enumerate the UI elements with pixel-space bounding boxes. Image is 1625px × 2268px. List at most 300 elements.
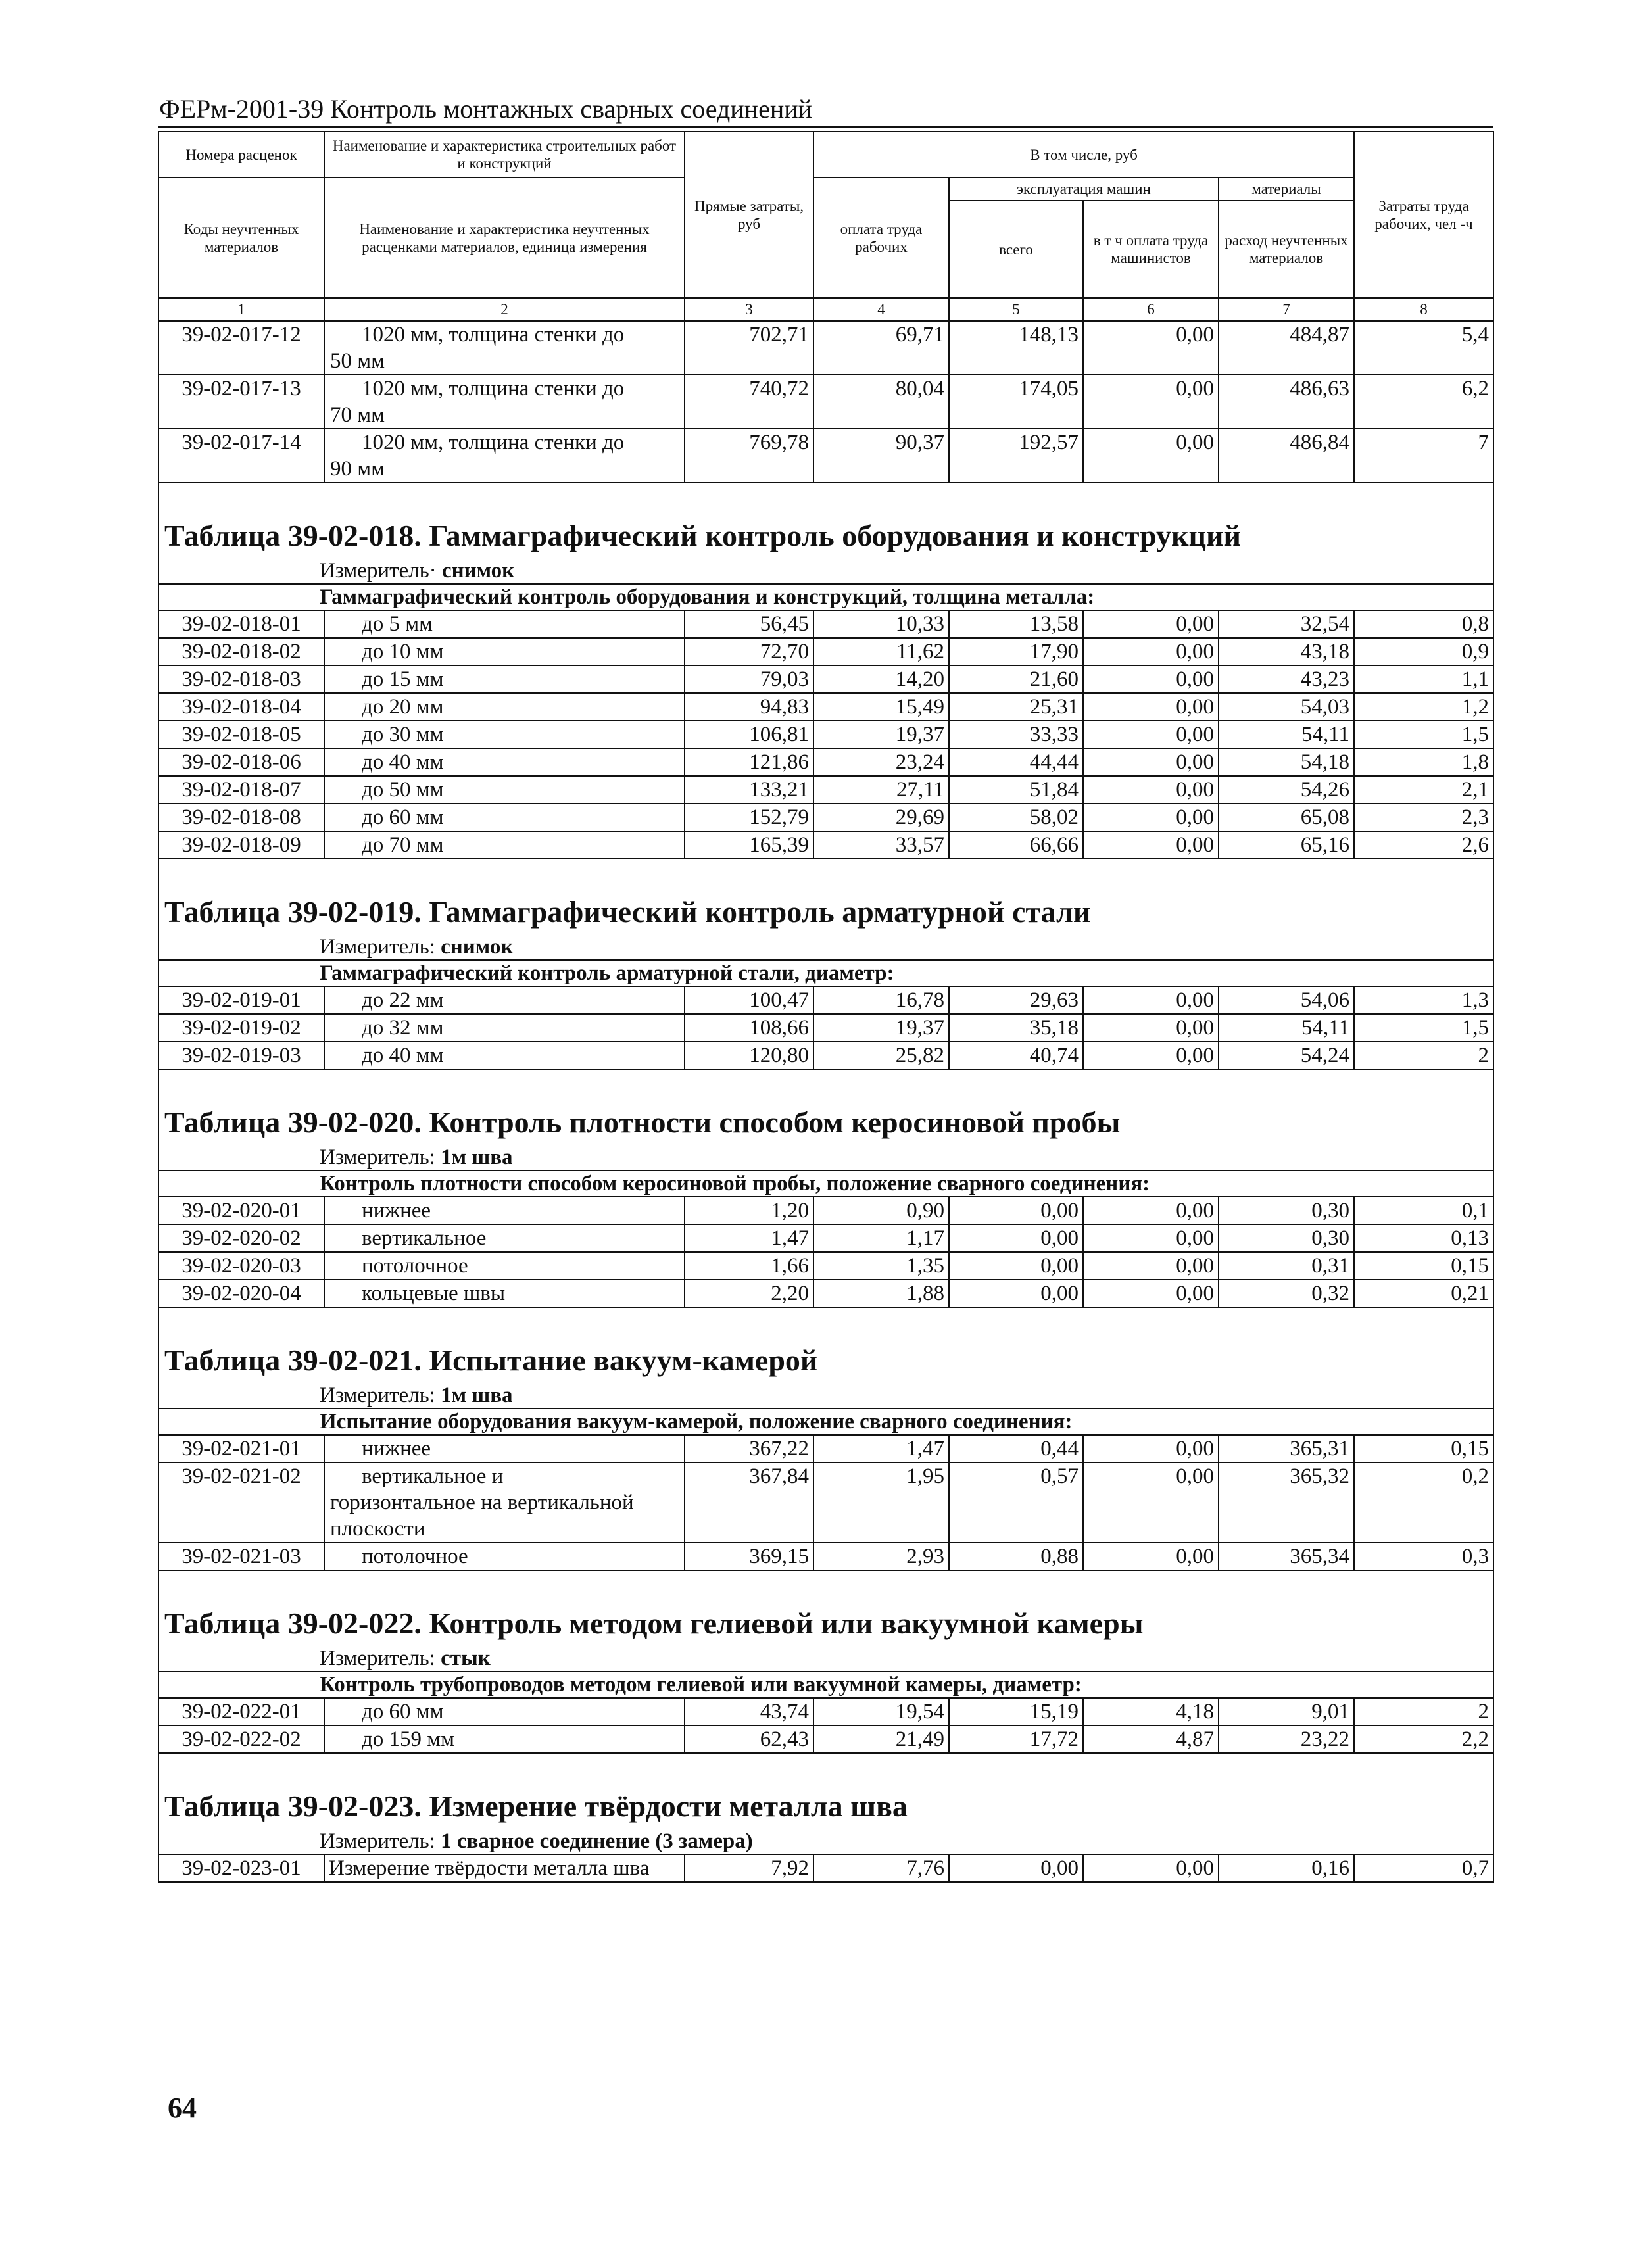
unit-cell — [158, 1646, 1493, 1672]
table-row — [158, 1014, 1493, 1042]
spacer-row — [158, 1753, 1493, 1784]
section-heading: Контроль трубопроводов методом гелиевой или вакуумной камеры, диаметр: — [158, 1672, 1493, 1698]
rate-name — [324, 1698, 685, 1725]
rate-code: 39-02-021-02 — [158, 1462, 324, 1543]
materials-cost: 0,31 — [1219, 1252, 1354, 1280]
machinist-pay: 0,00 — [1083, 1197, 1219, 1224]
machines-total: 35,18 — [949, 1014, 1083, 1042]
labor-hours: 0,8 — [1354, 610, 1493, 638]
rate-code: 39-02-018-07 — [158, 776, 324, 804]
machinist-pay: 0,00 — [1083, 1854, 1219, 1882]
machinist-pay: 0,00 — [1083, 804, 1219, 831]
spacer-cell — [158, 1069, 1493, 1100]
machinist-pay: 0,00 — [1083, 610, 1219, 638]
labor-pay: 15,49 — [813, 693, 949, 721]
rate-name-line: нижнее — [362, 1199, 431, 1222]
rate-name — [324, 429, 685, 483]
labor-pay: 0,90 — [813, 1197, 949, 1224]
rate-name-line: до 60 мм — [362, 806, 444, 829]
colnum: 5 — [949, 298, 1083, 321]
materials-cost: 65,16 — [1219, 831, 1354, 859]
rate-code: 39-02-017-14 — [158, 429, 324, 483]
rate-name — [324, 721, 685, 748]
direct-cost: 165,39 — [685, 831, 813, 859]
machinist-pay: 0,00 — [1083, 321, 1219, 375]
materials-cost: 486,84 — [1219, 429, 1354, 483]
rate-name — [324, 986, 685, 1014]
section-heading: Контроль плотности способом керосиновой пробы, положение сварного соединения: — [158, 1170, 1493, 1197]
section-row — [158, 1672, 1493, 1698]
labor-hours: 0,3 — [1354, 1543, 1493, 1570]
rate-code: 39-02-018-08 — [158, 804, 324, 831]
labor-hours: 0,21 — [1354, 1280, 1493, 1307]
table-row — [158, 804, 1493, 831]
machinist-pay: 0,00 — [1083, 986, 1219, 1014]
rate-name — [324, 638, 685, 665]
rate-name-line: до 30 мм — [362, 723, 444, 746]
table-row — [158, 1854, 1493, 1882]
rate-code: 39-02-018-06 — [158, 748, 324, 776]
labor-hours: 2,1 — [1354, 776, 1493, 804]
direct-cost: 152,79 — [685, 804, 813, 831]
labor-pay: 1,17 — [813, 1224, 949, 1252]
machines-total: 17,72 — [949, 1725, 1083, 1753]
machines-total: 25,31 — [949, 693, 1083, 721]
section-row — [158, 1409, 1493, 1435]
colhead-mat-expense: расход неучтенных материалов — [1219, 201, 1354, 298]
rate-name — [324, 375, 685, 429]
unit-label: Измеритель: — [320, 1384, 441, 1407]
unit-cell — [158, 934, 1493, 960]
rate-name — [324, 1014, 685, 1042]
rate-code: 39-02-020-04 — [158, 1280, 324, 1307]
labor-hours: 1,5 — [1354, 1014, 1493, 1042]
machinist-pay: 0,00 — [1083, 1224, 1219, 1252]
rate-name-line: до 50 мм — [362, 778, 444, 802]
rate-name — [324, 1042, 685, 1069]
unit-label: Измеритель: — [320, 1829, 441, 1853]
materials-cost: 0,16 — [1219, 1854, 1354, 1882]
machinist-pay: 0,00 — [1083, 1042, 1219, 1069]
labor-hours: 0,2 — [1354, 1462, 1493, 1543]
machines-total: 192,57 — [949, 429, 1083, 483]
colnum: 2 — [324, 298, 685, 321]
table-title-row — [158, 1338, 1493, 1383]
direct-cost: 769,78 — [685, 429, 813, 483]
machines-total: 148,13 — [949, 321, 1083, 375]
materials-cost: 54,06 — [1219, 986, 1354, 1014]
rate-name — [324, 1224, 685, 1252]
rate-name-line: до 20 мм — [362, 695, 444, 719]
table-title: Таблица 39-02-022. Контроль методом гелиевой или вакуумной камеры — [158, 1601, 1493, 1646]
rate-code: 39-02-018-09 — [158, 831, 324, 859]
machinist-pay: 4,87 — [1083, 1725, 1219, 1753]
machines-total: 0,44 — [949, 1435, 1083, 1462]
colnum: 1 — [158, 298, 324, 321]
machines-total: 0,57 — [949, 1462, 1083, 1543]
direct-cost: 1,20 — [685, 1197, 813, 1224]
rate-code: 39-02-018-02 — [158, 638, 324, 665]
labor-pay: 11,62 — [813, 638, 949, 665]
machines-total: 44,44 — [949, 748, 1083, 776]
machinist-pay: 0,00 — [1083, 748, 1219, 776]
table-row — [158, 693, 1493, 721]
rate-name — [324, 1252, 685, 1280]
labor-pay: 29,69 — [813, 804, 949, 831]
table-row — [158, 831, 1493, 859]
direct-cost: 43,74 — [685, 1698, 813, 1725]
rate-name-line: 50 мм — [330, 349, 385, 373]
machines-total: 0,00 — [949, 1224, 1083, 1252]
colhead-mach-labor: в т ч оплата труда машинистов — [1083, 201, 1219, 298]
materials-cost: 23,22 — [1219, 1725, 1354, 1753]
labor-pay: 2,93 — [813, 1543, 949, 1570]
rates-table — [158, 131, 1494, 1883]
colnum: 6 — [1083, 298, 1219, 321]
rate-name — [324, 321, 685, 375]
rate-name-line: 90 мм — [330, 457, 385, 481]
labor-pay: 19,37 — [813, 721, 949, 748]
rate-name-line: до 22 мм — [362, 988, 444, 1012]
materials-cost: 484,87 — [1219, 321, 1354, 375]
labor-pay: 1,35 — [813, 1252, 949, 1280]
spacer-cell — [158, 1307, 1493, 1338]
rate-name-line: до 70 мм — [362, 833, 444, 857]
machines-total: 13,58 — [949, 610, 1083, 638]
direct-cost: 7,92 — [685, 1854, 813, 1882]
rate-name — [324, 693, 685, 721]
labor-pay: 16,78 — [813, 986, 949, 1014]
direct-cost: 740,72 — [685, 375, 813, 429]
unit-row — [158, 1145, 1493, 1170]
labor-hours: 1,3 — [1354, 986, 1493, 1014]
colhead-labor: оплата труда рабочих — [813, 178, 949, 298]
labor-pay: 80,04 — [813, 375, 949, 429]
colhead-mach-total: всего — [949, 201, 1083, 298]
rate-name-line: вертикальное и — [362, 1464, 504, 1488]
colhead-codes-bottom: Коды неучтенных материалов — [158, 178, 324, 298]
unit-cell — [158, 1829, 1493, 1854]
table-title-row — [158, 890, 1493, 934]
labor-hours: 1,8 — [1354, 748, 1493, 776]
rate-code: 39-02-018-03 — [158, 665, 324, 693]
unit-value: снимок — [441, 559, 515, 583]
colnum: 7 — [1219, 298, 1354, 321]
labor-hours: 0,15 — [1354, 1435, 1493, 1462]
direct-cost: 2,20 — [685, 1280, 813, 1307]
table-row — [158, 638, 1493, 665]
section-row — [158, 1170, 1493, 1197]
unit-value: 1м шва — [441, 1384, 513, 1407]
machines-total: 29,63 — [949, 986, 1083, 1014]
rate-name — [324, 776, 685, 804]
labor-pay: 14,20 — [813, 665, 949, 693]
direct-cost: 100,47 — [685, 986, 813, 1014]
rate-name-line: потолочное — [362, 1254, 468, 1278]
column-numbers-row — [158, 298, 1493, 321]
machinist-pay: 0,00 — [1083, 1462, 1219, 1543]
materials-cost: 365,34 — [1219, 1543, 1354, 1570]
machines-total: 17,90 — [949, 638, 1083, 665]
section-row — [158, 960, 1493, 986]
table-row — [158, 1698, 1493, 1725]
rate-name — [324, 804, 685, 831]
table-row — [158, 721, 1493, 748]
table-title: Таблица 39-02-018. Гаммаграфический контроль оборудования и конструкций — [158, 514, 1493, 558]
section-heading: Гаммаграфический контроль оборудования и конструкций, толщина металла: — [158, 584, 1493, 610]
table-row — [158, 776, 1493, 804]
unit-label: Измеритель· — [320, 559, 442, 583]
labor-pay: 69,71 — [813, 321, 949, 375]
machinist-pay: 0,00 — [1083, 638, 1219, 665]
materials-cost: 43,23 — [1219, 665, 1354, 693]
labor-hours: 2,3 — [1354, 804, 1493, 831]
table-row — [158, 1435, 1493, 1462]
direct-cost: 1,66 — [685, 1252, 813, 1280]
page — [158, 92, 1493, 1883]
rate-name — [324, 1435, 685, 1462]
labor-hours: 1,5 — [1354, 721, 1493, 748]
spacer-row — [158, 1069, 1493, 1100]
spacer-cell — [158, 1753, 1493, 1784]
materials-cost: 43,18 — [1219, 638, 1354, 665]
colhead-name-bottom: Наименование и характеристика неучтенных расценками материалов, единица измерения — [324, 178, 685, 298]
direct-cost: 133,21 — [685, 776, 813, 804]
colhead-machines: эксплуатация машин — [949, 178, 1219, 201]
machinist-pay: 0,00 — [1083, 665, 1219, 693]
labor-pay: 25,82 — [813, 1042, 949, 1069]
labor-hours: 7 — [1354, 429, 1493, 483]
rate-code: 39-02-020-02 — [158, 1224, 324, 1252]
labor-pay: 23,24 — [813, 748, 949, 776]
labor-hours: 0,13 — [1354, 1224, 1493, 1252]
section-heading: Гаммаграфический контроль арматурной стали, диаметр: — [158, 960, 1493, 986]
table-row — [158, 1197, 1493, 1224]
rate-code: 39-02-019-03 — [158, 1042, 324, 1069]
rate-code: 39-02-022-01 — [158, 1698, 324, 1725]
machines-total: 21,60 — [949, 665, 1083, 693]
unit-label: Измеритель: — [320, 1146, 441, 1169]
materials-cost: 0,30 — [1219, 1224, 1354, 1252]
machinist-pay: 0,00 — [1083, 1280, 1219, 1307]
unit-value: снимок — [441, 935, 514, 959]
direct-cost: 367,84 — [685, 1462, 813, 1543]
table-title: Таблица 39-02-020. Контроль плотности способом керосиновой пробы — [158, 1100, 1493, 1145]
labor-hours: 5,4 — [1354, 321, 1493, 375]
machinist-pay: 0,00 — [1083, 776, 1219, 804]
labor-pay: 19,37 — [813, 1014, 949, 1042]
unit-value: 1 сварное соединение (3 замера) — [441, 1829, 753, 1853]
direct-cost: 72,70 — [685, 638, 813, 665]
labor-pay: 19,54 — [813, 1698, 949, 1725]
spacer-cell — [158, 1570, 1493, 1601]
rate-name — [324, 1543, 685, 1570]
labor-hours: 2 — [1354, 1698, 1493, 1725]
machinist-pay: 0,00 — [1083, 831, 1219, 859]
direct-cost: 120,80 — [685, 1042, 813, 1069]
unit-label: Измеритель: — [320, 1647, 441, 1670]
rate-name-line: 1020 мм, толщина стенки до — [362, 377, 625, 400]
materials-cost: 9,01 — [1219, 1698, 1354, 1725]
machinist-pay: 0,00 — [1083, 1543, 1219, 1570]
labor-pay: 21,49 — [813, 1725, 949, 1753]
labor-hours: 6,2 — [1354, 375, 1493, 429]
rate-name-line: потолочное — [362, 1545, 468, 1568]
labor-pay: 1,88 — [813, 1280, 949, 1307]
materials-cost: 365,31 — [1219, 1435, 1354, 1462]
rate-code: 39-02-020-01 — [158, 1197, 324, 1224]
spacer-row — [158, 1307, 1493, 1338]
labor-pay: 1,95 — [813, 1462, 949, 1543]
machines-total: 174,05 — [949, 375, 1083, 429]
machines-total: 0,88 — [949, 1543, 1083, 1570]
rate-name-line: до 60 мм — [362, 1700, 444, 1724]
direct-cost: 56,45 — [685, 610, 813, 638]
section-heading: Испытание оборудования вакуум-камерой, положение сварного соединения: — [158, 1409, 1493, 1435]
colnum: 4 — [813, 298, 949, 321]
table-title-row — [158, 1100, 1493, 1145]
machines-total: 0,00 — [949, 1197, 1083, 1224]
labor-pay: 90,37 — [813, 429, 949, 483]
table-row — [158, 321, 1493, 375]
rate-name-line: до 5 мм — [362, 612, 433, 636]
rate-name-line: 1020 мм, толщина стенки до — [362, 431, 625, 454]
unit-label: Измеритель: — [320, 935, 441, 959]
direct-cost: 108,66 — [685, 1014, 813, 1042]
table-title: Таблица 39-02-019. Гаммаграфический контроль арматурной стали — [158, 890, 1493, 934]
rate-code: 39-02-017-13 — [158, 375, 324, 429]
table-row — [158, 665, 1493, 693]
unit-cell — [158, 1145, 1493, 1170]
spacer-row — [158, 483, 1493, 514]
rate-code: 39-02-021-01 — [158, 1435, 324, 1462]
materials-cost: 365,32 — [1219, 1462, 1354, 1543]
rate-code: 39-02-020-03 — [158, 1252, 324, 1280]
labor-pay: 7,76 — [813, 1854, 949, 1882]
running-title: ФЕРм-2001-39 Контроль монтажных сварных соединений — [158, 92, 1493, 128]
labor-pay: 27,11 — [813, 776, 949, 804]
labor-hours: 2,2 — [1354, 1725, 1493, 1753]
direct-cost: 62,43 — [685, 1725, 813, 1753]
spacer-row — [158, 859, 1493, 890]
colhead-materials: материалы — [1219, 178, 1354, 201]
rate-name — [324, 748, 685, 776]
rate-name — [324, 1197, 685, 1224]
machines-total: 40,74 — [949, 1042, 1083, 1069]
spacer-cell — [158, 859, 1493, 890]
table-row — [158, 986, 1493, 1014]
rate-code: 39-02-022-02 — [158, 1725, 324, 1753]
machinist-pay: 0,00 — [1083, 429, 1219, 483]
labor-hours: 0,7 — [1354, 1854, 1493, 1882]
unit-value: стык — [441, 1647, 491, 1670]
labor-pay: 33,57 — [813, 831, 949, 859]
materials-cost: 54,24 — [1219, 1042, 1354, 1069]
rate-name-line: до 32 мм — [362, 1016, 444, 1040]
table-title-row — [158, 1784, 1493, 1829]
rate-name-line: до 15 мм — [362, 667, 444, 691]
machinist-pay: 0,00 — [1083, 375, 1219, 429]
labor-hours: 0,15 — [1354, 1252, 1493, 1280]
rate-name — [324, 1280, 685, 1307]
colhead-direct: Прямые затраты, руб — [685, 132, 813, 298]
rate-name-line: до 40 мм — [362, 1044, 444, 1067]
unit-row — [158, 1829, 1493, 1854]
rate-name-line: кольцевые швы — [362, 1282, 506, 1305]
machines-total: 58,02 — [949, 804, 1083, 831]
table-row — [158, 1543, 1493, 1570]
table-title-row — [158, 514, 1493, 558]
rate-name — [324, 1462, 685, 1543]
materials-cost: 65,08 — [1219, 804, 1354, 831]
labor-hours: 1,1 — [1354, 665, 1493, 693]
rate-name — [324, 1854, 685, 1882]
rate-name-line: до 10 мм — [362, 640, 444, 664]
colhead-labor-hours: Затраты труда рабочих, чел -ч — [1354, 132, 1493, 298]
rate-code: 39-02-018-04 — [158, 693, 324, 721]
machinist-pay: 0,00 — [1083, 1435, 1219, 1462]
machinist-pay: 0,00 — [1083, 721, 1219, 748]
colnum: 8 — [1354, 298, 1493, 321]
labor-hours: 0,1 — [1354, 1197, 1493, 1224]
materials-cost: 0,32 — [1219, 1280, 1354, 1307]
machinist-pay: 4,18 — [1083, 1698, 1219, 1725]
unit-row — [158, 1383, 1493, 1409]
rate-name — [324, 610, 685, 638]
machines-total: 0,00 — [949, 1854, 1083, 1882]
labor-pay: 1,47 — [813, 1435, 949, 1462]
colhead-name-top: Наименование и характеристика строительных работ и конструкций — [324, 132, 685, 178]
rate-name-line: горизонтальное на вертикальной — [330, 1491, 634, 1514]
colhead-codes-top: Номера расценок — [158, 132, 324, 178]
machinist-pay: 0,00 — [1083, 693, 1219, 721]
rate-name-line: 70 мм — [330, 403, 385, 427]
labor-hours: 0,9 — [1354, 638, 1493, 665]
section-row — [158, 584, 1493, 610]
machines-total: 0,00 — [949, 1280, 1083, 1307]
rate-name-line: вертикальное — [362, 1226, 487, 1250]
colhead-incl: В том числе, руб — [813, 132, 1354, 178]
labor-hours: 2,6 — [1354, 831, 1493, 859]
unit-cell — [158, 558, 1493, 584]
unit-value: 1м шва — [441, 1146, 513, 1169]
machines-total: 51,84 — [949, 776, 1083, 804]
direct-cost: 702,71 — [685, 321, 813, 375]
direct-cost: 121,86 — [685, 748, 813, 776]
direct-cost: 79,03 — [685, 665, 813, 693]
rate-code: 39-02-019-02 — [158, 1014, 324, 1042]
table-body — [158, 321, 1493, 1882]
machines-total: 66,66 — [949, 831, 1083, 859]
materials-cost: 54,03 — [1219, 693, 1354, 721]
materials-cost: 32,54 — [1219, 610, 1354, 638]
rate-name — [324, 665, 685, 693]
labor-hours: 1,2 — [1354, 693, 1493, 721]
materials-cost: 54,18 — [1219, 748, 1354, 776]
rate-code: 39-02-018-01 — [158, 610, 324, 638]
table-title: Таблица 39-02-023. Измерение твёрдости металла шва — [158, 1784, 1493, 1829]
rate-name-line: 1020 мм, толщина стенки до — [362, 323, 625, 347]
machines-total: 0,00 — [949, 1252, 1083, 1280]
rate-name-line: Измерение твёрдости металла шва — [329, 1856, 650, 1880]
unit-row — [158, 558, 1493, 584]
table-row — [158, 1462, 1493, 1543]
table-row — [158, 748, 1493, 776]
table-title-row — [158, 1601, 1493, 1646]
direct-cost: 367,22 — [685, 1435, 813, 1462]
rate-name — [324, 1725, 685, 1753]
rate-code: 39-02-023-01 — [158, 1854, 324, 1882]
